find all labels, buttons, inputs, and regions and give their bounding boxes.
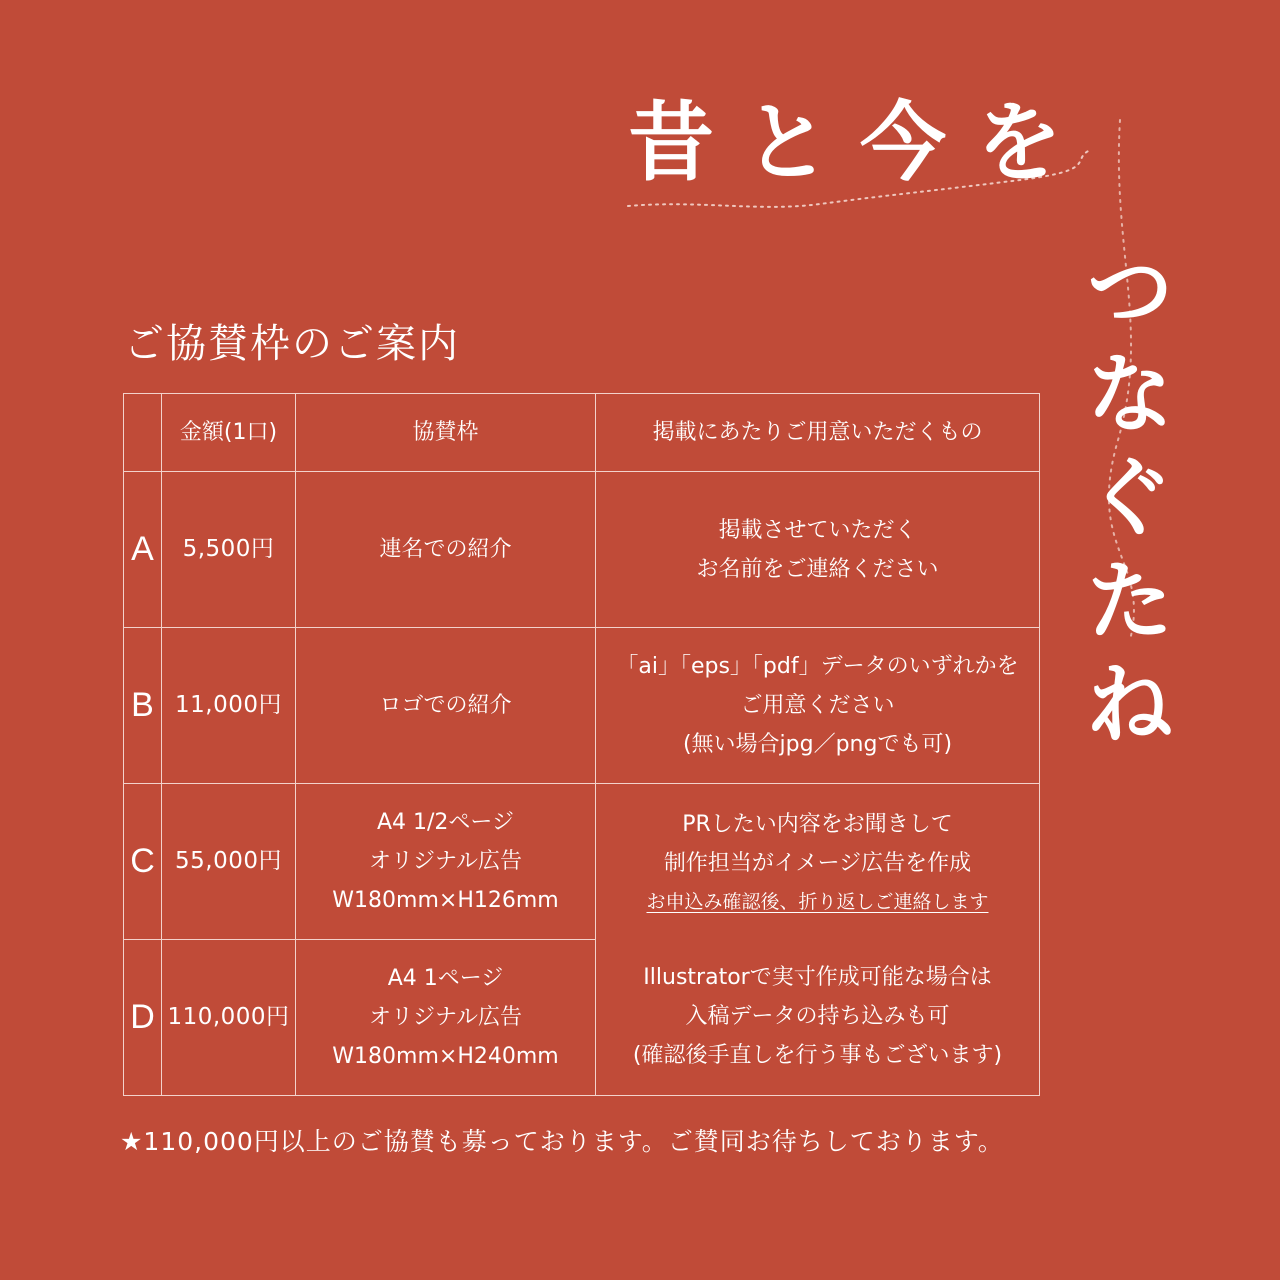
slot-cell	[296, 472, 596, 628]
requirements-line: 入稿データの持ち込みも可	[685, 1003, 950, 1029]
requirements-cell	[596, 628, 1040, 784]
requirements-line: 制作担当がイメージ広告を作成	[663, 850, 972, 876]
slot-line: A4 1ページ	[387, 966, 504, 991]
table-header-row	[124, 394, 1040, 472]
decorative-title-char: ね	[1087, 653, 1173, 755]
plan-letter: A	[124, 472, 162, 628]
header-price: 金額(1口)	[162, 394, 296, 472]
requirements-line: 「ai」「eps」「pdf」データのいずれかを	[616, 654, 1019, 679]
slot-line: W180mm×H240mm	[332, 1044, 559, 1069]
decorative-title-horizontal: 昔と今を	[628, 92, 1092, 193]
slot-line: W180mm×H126mm	[332, 888, 559, 913]
price-cell: 11,000円	[162, 628, 296, 784]
requirements-line: Illustratorで実寸作成可能な場合は	[643, 964, 992, 990]
price-cell: 5,500円	[162, 472, 296, 628]
slot-cell	[296, 940, 596, 1096]
sponsorship-table	[123, 393, 1040, 1096]
price-cell: 55,000円	[162, 784, 296, 940]
requirements-line: (無い場合jpg／pngでも可)	[682, 732, 953, 757]
price-cell: 110,000円	[162, 940, 296, 1096]
table-row	[124, 472, 1040, 628]
slot-line: 連名での紹介	[379, 537, 512, 562]
slot-line: A4 1/2ページ	[376, 810, 514, 835]
requirements-line: 掲載させていただく	[718, 517, 917, 543]
requirements-cell	[596, 784, 1040, 1096]
footer-note: ★110,000円以上のご協賛も募っております。ご賛同お待ちしております。	[120, 1127, 1004, 1156]
requirements-cell	[596, 472, 1040, 628]
requirements-line: (確認後手直しを行う事もございます)	[632, 1042, 1003, 1068]
slot-line: オリジナル広告	[369, 1005, 522, 1030]
requirements-line: ご用意ください	[740, 693, 895, 718]
decorative-title-char: つ	[1087, 241, 1173, 342]
requirements-note: お申込み確認後、折り返しご連絡します	[646, 890, 989, 913]
decorative-title-char: な	[1087, 344, 1173, 446]
plan-letter: C	[124, 784, 162, 940]
plan-letter: B	[124, 628, 162, 784]
decorative-title-char: ぐ	[1087, 447, 1173, 549]
header-plan	[124, 394, 162, 472]
spacer	[600, 922, 1035, 958]
table-row	[124, 628, 1040, 784]
decorative-title-char: た	[1087, 550, 1173, 652]
requirements-line: PRしたい内容をお聞きして	[682, 811, 953, 837]
slot-cell	[296, 784, 596, 940]
slot-line: ロゴでの紹介	[379, 693, 512, 718]
header-requirements: 掲載にあたりご用意いただくもの	[596, 394, 1040, 472]
section-heading: ご協賛枠のご案内	[124, 321, 460, 367]
decorative-title-vertical	[1080, 240, 1180, 756]
requirements-line: お名前をご連絡ください	[696, 556, 939, 582]
slot-line: オリジナル広告	[369, 849, 522, 874]
table-row	[124, 784, 1040, 940]
plan-letter: D	[124, 940, 162, 1096]
header-slot: 協賛枠	[296, 394, 596, 472]
slot-cell	[296, 628, 596, 784]
